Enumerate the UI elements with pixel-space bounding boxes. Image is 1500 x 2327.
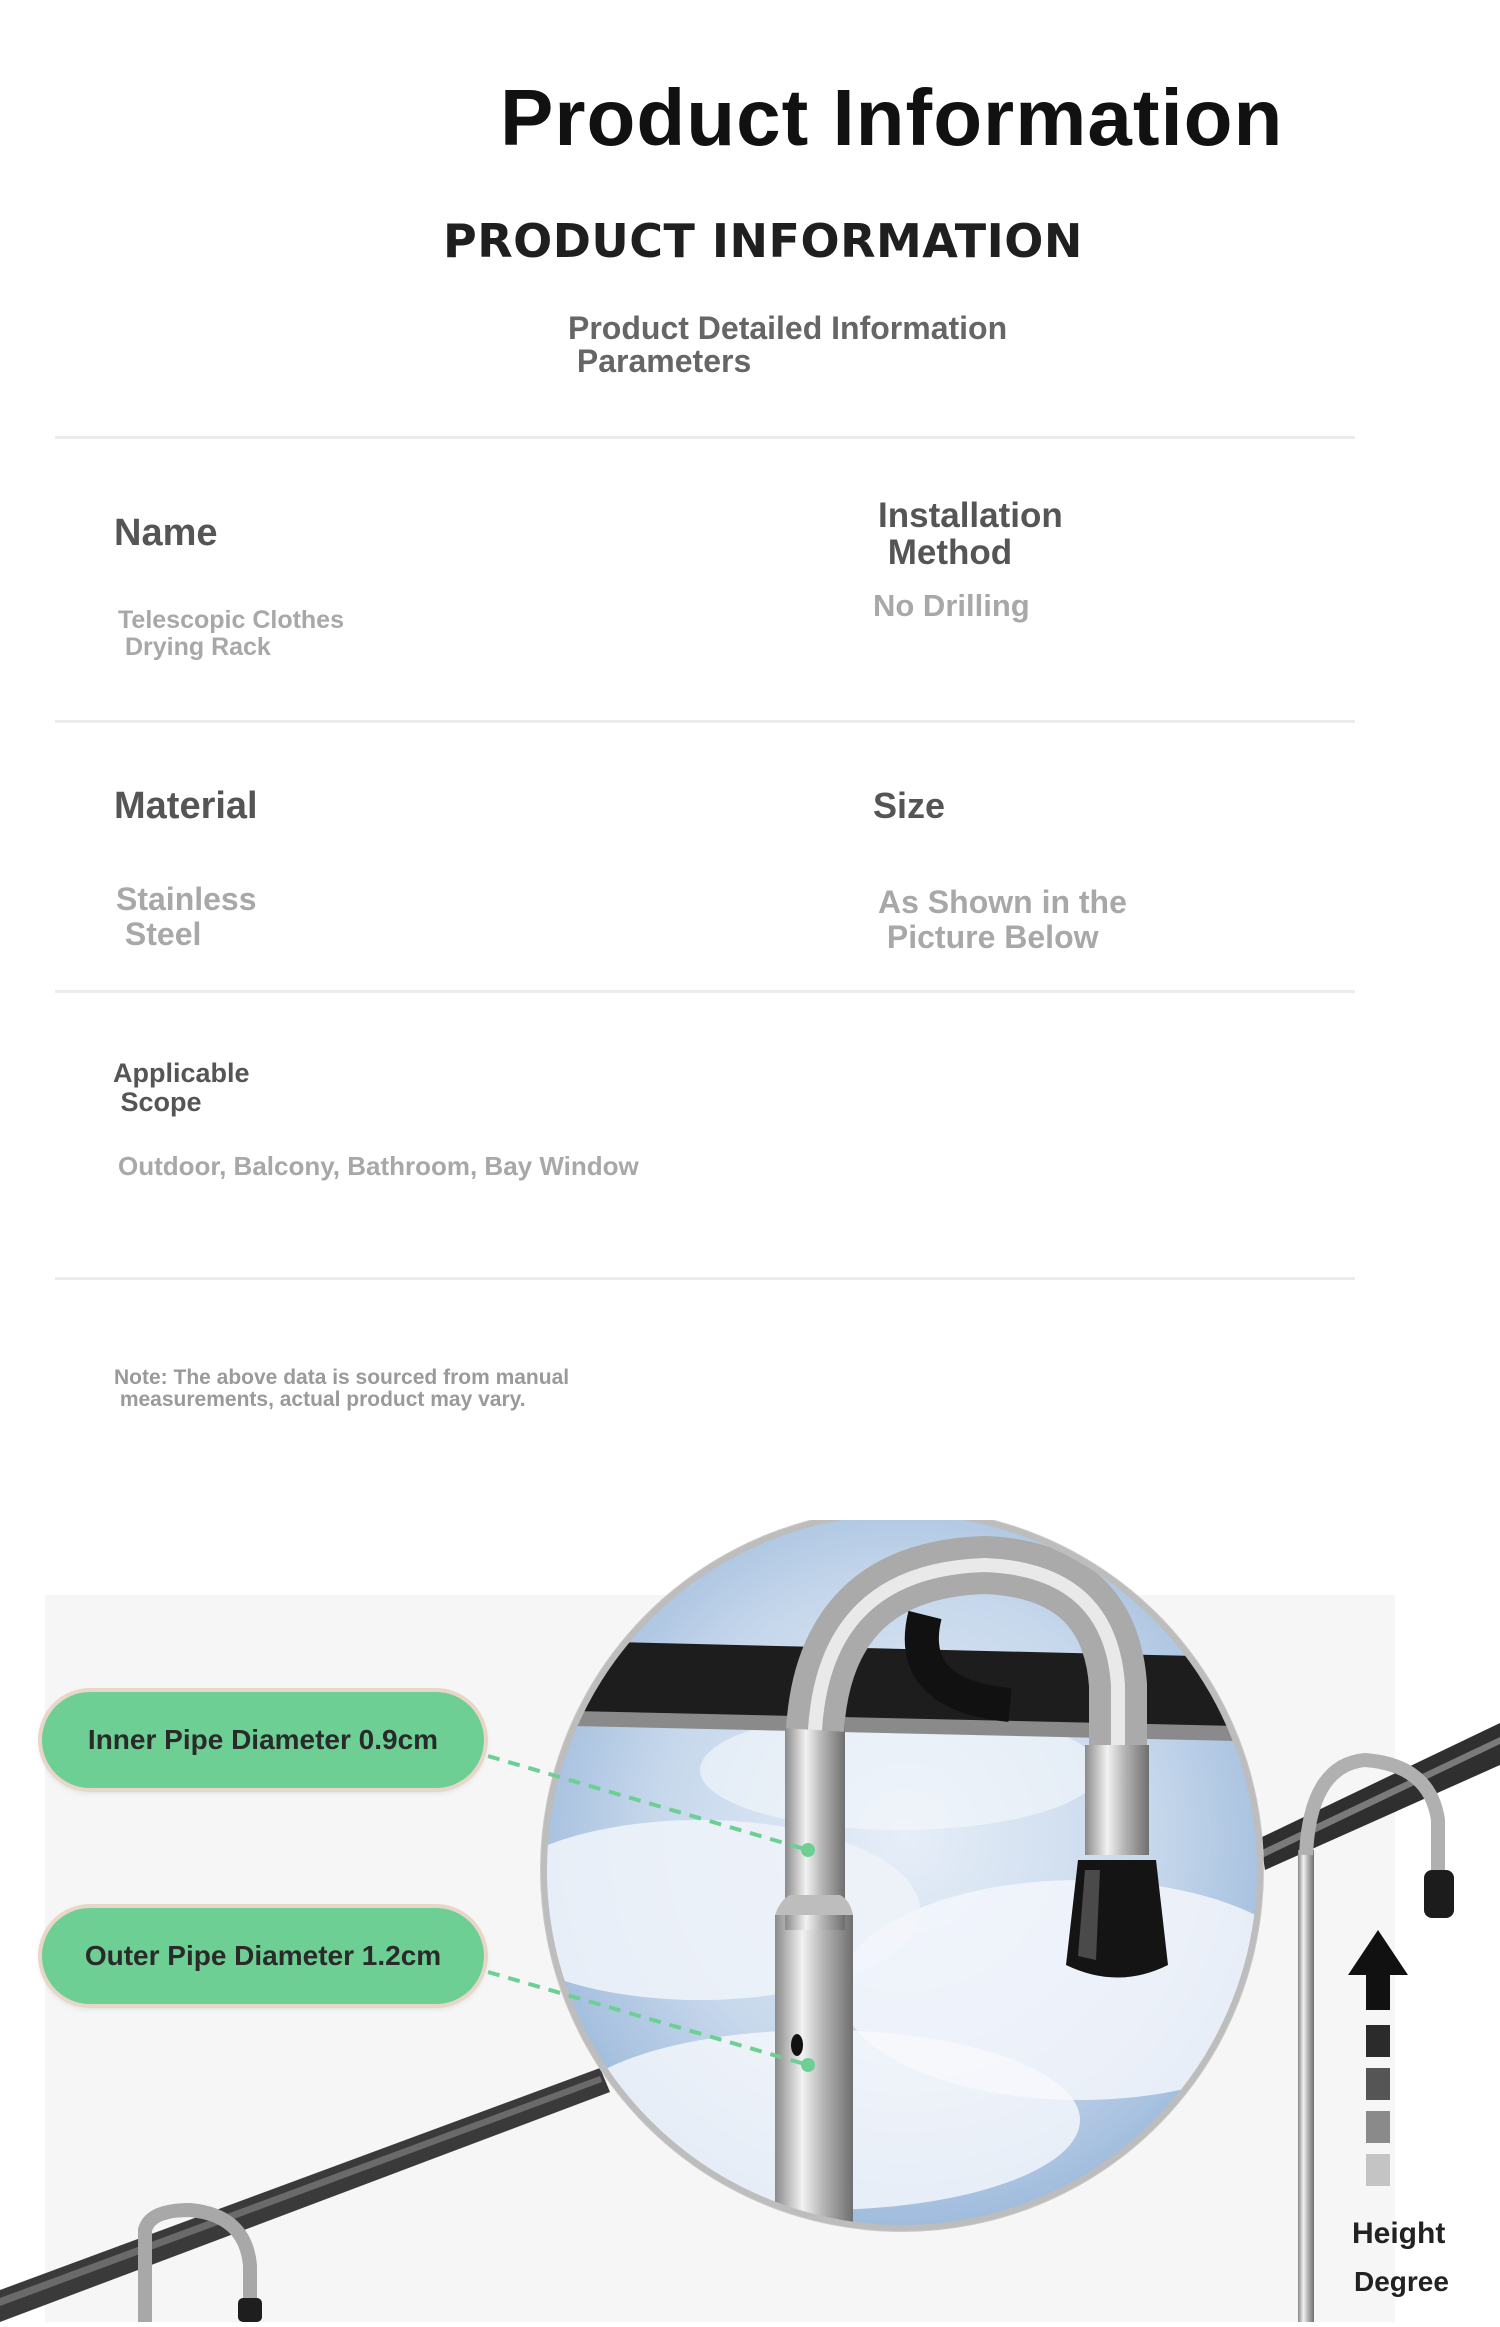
applicable-scope-value: Outdoor, Balcony, Bathroom, Bay Window — [118, 1151, 639, 1181]
name-value: Telescopic Clothes Drying Rack — [118, 606, 344, 661]
applicable-scope-label: Applicable Scope — [113, 1058, 250, 1117]
page-title: Product Information — [500, 73, 1284, 162]
page-subtitle: PRODUCT INFORMATION — [443, 214, 1083, 268]
divider — [55, 436, 1355, 439]
installation-method-label: Installation Method — [878, 496, 1063, 572]
name-label: Name — [114, 512, 218, 554]
height-label: Height — [1352, 2217, 1446, 2250]
material-value: Stainless Steel — [116, 881, 257, 952]
outer-pipe-diameter-callout: Outer Pipe Diameter 1.2cm — [42, 1908, 484, 2004]
size-label: Size — [873, 785, 946, 826]
degree-label: Degree — [1354, 2266, 1449, 2297]
installation-method-value: No Drilling — [873, 588, 1030, 623]
size-value: As Shown in the Picture Below — [878, 884, 1127, 955]
divider — [55, 720, 1355, 723]
material-label: Material — [114, 785, 258, 827]
telescopic-pole — [1298, 1850, 1314, 2322]
divider — [55, 1277, 1355, 1280]
disclaimer-note: Note: The above data is sourced from manual measurements, actual product may vary. — [114, 1366, 570, 1411]
product-illustration — [0, 1520, 1500, 2322]
inner-pipe-diameter-callout: Inner Pipe Diameter 0.9cm — [42, 1692, 484, 1788]
divider — [55, 990, 1355, 993]
section-title: Product Detailed Information Parameters — [568, 310, 1008, 379]
